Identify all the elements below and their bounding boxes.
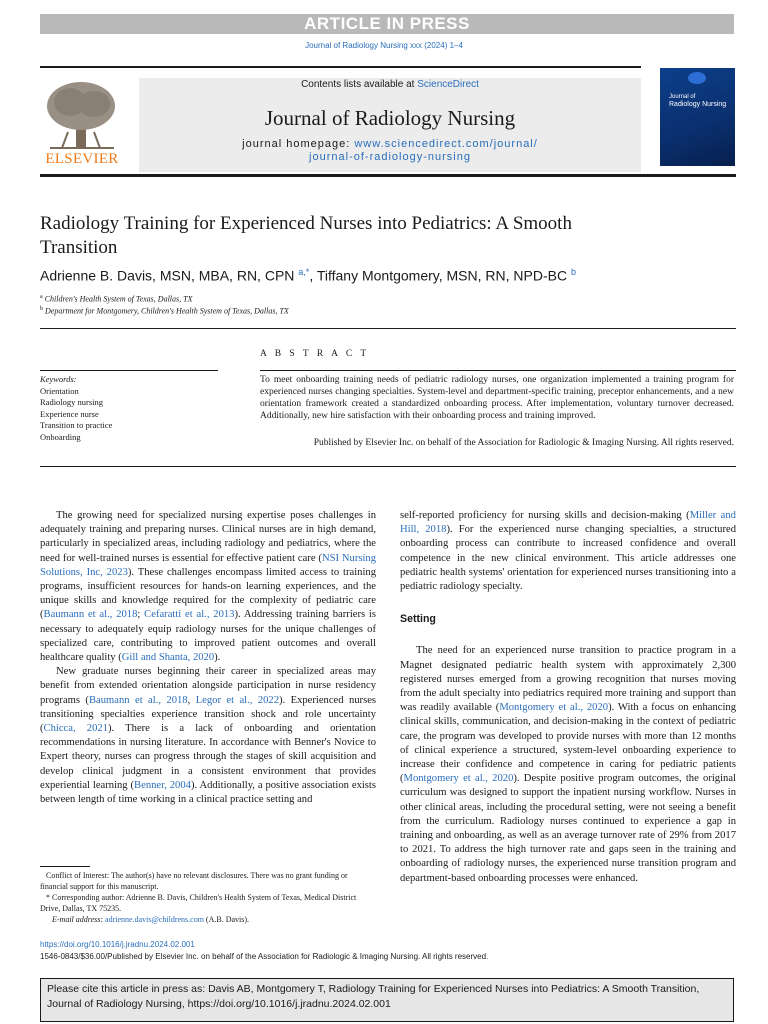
cover-title: Journal of Radiology Nursing	[669, 94, 727, 108]
email-footnote: E-mail address: adrienne.davis@childrens.com (A.B. Davis).	[52, 915, 250, 924]
citation-link[interactable]: Montgomery et al., 2020	[403, 773, 514, 785]
doi-link[interactable]: https://doi.org/10.1016/j.jradnu.2024.02.001	[40, 940, 195, 949]
abstract-heading: A B S T R A C T	[260, 349, 370, 359]
citation-link[interactable]: Cefaratti et al., 2013	[144, 609, 235, 621]
elsevier-wordmark[interactable]: ELSEVIER	[45, 151, 119, 167]
journal-cover-thumbnail[interactable]	[660, 68, 735, 166]
author-1-marks[interactable]: a,*	[298, 267, 310, 277]
citation-link[interactable]: Chicca, 2021	[43, 723, 108, 735]
citation-link[interactable]: Benner, 2004	[134, 779, 191, 791]
corresponding-footnote: * Corresponding author: Adrienne B. Davis, Children's Health System of Texas, Medical District Drive, Dallas, TX 75235.	[40, 893, 357, 913]
footnotes	[40, 870, 377, 925]
journal-reference[interactable]	[0, 41, 768, 50]
affiliation-a: $^a$ Children's Health System of Texas, Dallas, TX	[40, 294, 193, 304]
contents-available-line: Contents lists available at ScienceDirect	[301, 79, 479, 90]
citation-link[interactable]: Baumann et al., 2018	[88, 694, 188, 706]
abstract-published-by: Published by Elsevier Inc. on behalf of the Association for Radiologic & Imaging Nursing. All rights reserved.	[313, 438, 734, 448]
author-line: Adrienne B. Davis, MSN, MBA, RN, CPN $^{a,*}$, Tiffany Montgomery, MSN, RN, NPD-BC $^b$	[40, 267, 576, 284]
cover-badge-icon	[688, 72, 706, 84]
abstract-rule	[260, 370, 736, 371]
issn-line: 1546-0843/$36.00/Published by Elsevier Inc. on behalf of the Association for Radiologic & Imaging Nursing. All rights reserved.	[40, 952, 489, 961]
masthead-top-rule	[40, 66, 641, 68]
footnote-rule	[40, 866, 90, 867]
keyword: Orientation	[40, 385, 79, 396]
keywords-rule	[40, 370, 218, 371]
paragraph: self-reported proficiency for nursing skills and decision-making (Miller and Hill, 2018). For the experienced nurse changing specialties, a structured onboarding process can contribute to increased confidence and overall competence in the new clinical environment. This article addresses one pediatric health systems' orientation for experienced nurses transitioning into a pediatric radiology specialty.	[400, 510, 736, 593]
email-link[interactable]: adrienne.davis@childrens.com	[105, 915, 204, 924]
journal-title: Journal of Radiology Nursing	[264, 106, 516, 130]
keywords-heading: Keywords:	[40, 374, 77, 384]
sciencedirect-link[interactable]: ScienceDirect	[417, 79, 479, 90]
article-title: Radiology Training for Experienced Nurses into Pediatrics: A Smooth Transition	[40, 213, 572, 258]
citation-link[interactable]: Gill and Shanta, 2020	[121, 652, 215, 664]
homepage-url-line1[interactable]: www.sciencedirect.com/journal/	[354, 138, 538, 150]
body-right-column	[400, 509, 736, 886]
journal-reference-link[interactable]: Journal of Radiology Nursing xxx (2024) 1–4	[305, 41, 463, 50]
author-1: Adrienne B. Davis, MSN, MBA, RN, CPN	[40, 267, 295, 284]
paragraph: New graduate nurses beginning their career in specialized areas may benefit from extended orientation alongside participation in nurse residency programs (Baumann et al., 2018, Legor et al., 2022). Experienced nurses transitioning specialties experience transition shock and role uncertainty (Chicca, 2021). There is a lack of onboarding and orientation recommendations in nursing literature. In accordance with Benner's Novice to Expert theory, nurses can progress through the stages of skill acquisition and develop clinical judgment in a consistent environment that provides experiential learning (Benner, 2004). Additionally, a positive association exists between length of time working in a clinical practice setting and	[40, 666, 377, 806]
conflict-footnote: Conflict of Interest: The author(s) have no relevant disclosures. There was no grant funding or financial support for this manuscript.	[40, 871, 348, 891]
homepage-url-line2[interactable]: journal-of-radiology-nursing	[309, 151, 471, 163]
citation-box: Please cite this article in press as: Davis AB, Montgomery T, Radiology Training for Experienced Nurses into Pediatrics: A Smooth Transition, Journal of Radiology Nursing, https://doi.org/10.1016/j.jradnu.2024.02.001	[40, 978, 734, 1022]
citation-link[interactable]: Legor et al., 2022	[195, 694, 280, 706]
doi-line[interactable]	[40, 940, 195, 949]
header-divider	[40, 328, 736, 329]
keyword: Transition to practice	[40, 420, 113, 430]
citation-link[interactable]: NSI Nursing Solutions, Inc, 2023	[40, 552, 377, 578]
author-2-marks[interactable]: b	[570, 267, 576, 277]
citation-link[interactable]: Montgomery et al., 2020	[499, 702, 609, 714]
masthead-bottom-rule	[40, 174, 736, 177]
affiliation-b: $^b$ Department for Montgomery, Children's Health System of Texas, Dallas, TX	[40, 306, 289, 316]
keyword: Onboarding	[40, 431, 81, 442]
citation-link[interactable]: Miller and Hill, 2018	[400, 510, 736, 536]
author-2: Tiffany Montgomery, MSN, RN, NPD-BC	[316, 267, 568, 284]
citation-link[interactable]: Baumann et al., 2018	[43, 609, 138, 621]
keywords-block	[40, 374, 220, 443]
keyword: Experience nurse	[40, 408, 99, 419]
abstract-bottom-rule	[40, 466, 736, 467]
paragraph: The need for an experienced nurse transition to practice program in a Magnet designated pediatric health system with approximately 2,300 registered nurses emerged from a growing recognition that nurses moving from the adult specialty into pediatrics required more training and support than was readily available (Montgomery et al., 2020). With a focus on enhancing clinical skills, communication, and decision-making in the context of pediatric care, the program was developed to provide nurses with more than 12 months of clinical experience a structured, system-level onboarding experience to increase their confidence and competence in caring for pediatric patients (Montgomery et al., 2020). Despite positive program outcomes, the original curriculum was designed to support the inpatient nursing workflow. Nurses in other clinical areas, including the procedural setting, were not seeing a benefit from the curriculum. Radiology nurses continued to experience a gap in training and onboarding, as well as an average turnover rate of 29% from 2017 to 2021. To address the high turnover rate and gaps seen in the training and onboarding of radiology nurses, the experienced nurse transition program and department-based onboarding processes were enhanced.	[400, 645, 737, 884]
paragraph: The growing need for specialized nursing expertise poses challenges in adequately training and preparing nurses. Clinical nurses are in high demand, particularly in specialized areas, including radiology and pediatrics, where the need for well-trained nurses is essential for effective patient care (NSI Nursing Solutions, Inc, 2023). These challenges encompass limited access to training programs, insufficient resources for hands-on learning experiences, and the unique skills and knowledge required for the complexity of pediatric care (Baumann et al., 2018; Cefaratti et al., 2013). Addressing training barriers is necessary to adequately equip radiology nurses for the unique challenges of specialized care, contributing to improved patient outcomes and overall healthcare quality (Gill and Shanta, 2020).	[40, 510, 377, 664]
journal-homepage: journal homepage: www.sciencedirect.com/journal/ journal-of-radiology-nursing	[242, 138, 538, 163]
section-heading-setting: Setting	[400, 613, 436, 626]
body-left-column	[40, 509, 376, 807]
abstract-text: To meet onboarding training needs of pediatric radiology nurses, one organization implemented a training program for experienced nurses changing specialties. System-level and department-specific training, preceptor enhancements, and a new orientation framework created a standardized onboarding process. After implementation, voluntary turnover decreased. Additionally, new hire satisfaction with their onboarding process and training improved.	[260, 375, 734, 421]
article-in-press-banner: ARTICLE IN PRESS	[40, 14, 734, 34]
keyword: Radiology nursing	[40, 397, 104, 407]
